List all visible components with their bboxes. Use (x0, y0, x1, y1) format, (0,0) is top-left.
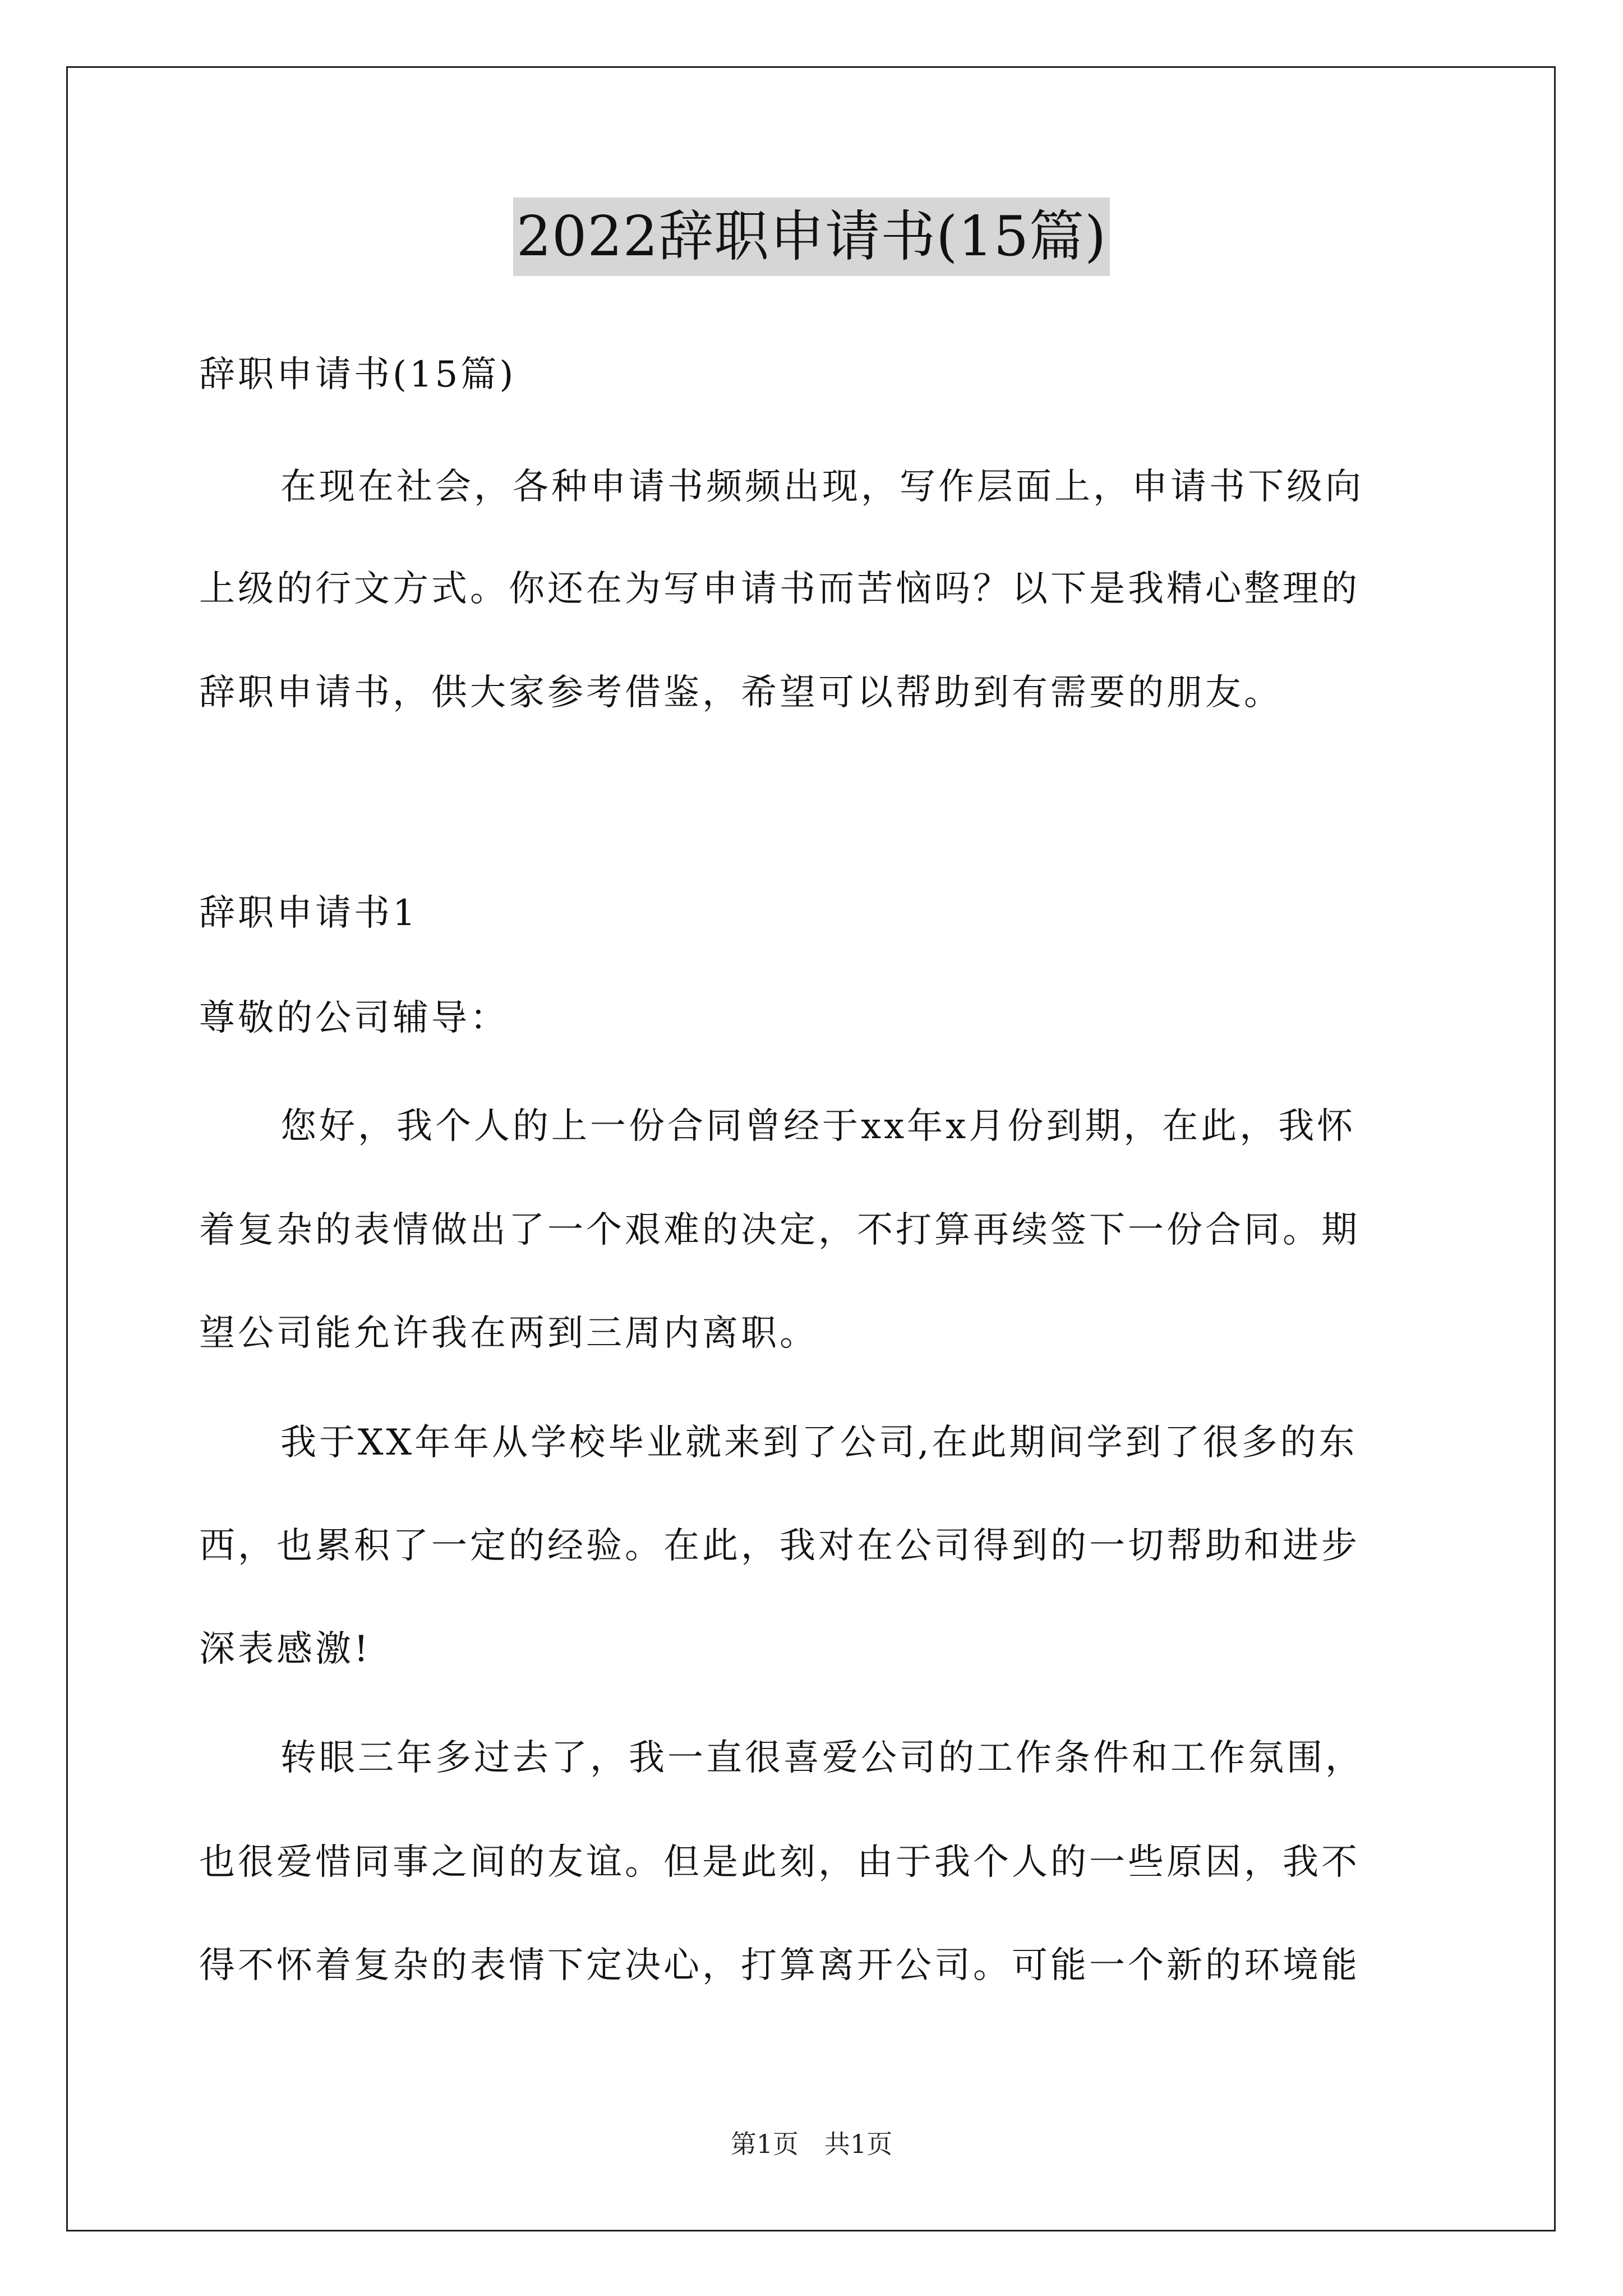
page-number: 第1页 共1页 (730, 2129, 893, 2159)
paragraph1-line-3: 望公司能允许我在两到三周内离职。 (199, 1313, 818, 1354)
intro-line-1: 在现在社会，各种申请书频频出现，写作层面上，申请书下级向 (280, 466, 1364, 508)
paragraph1-line-1: 您好，我个人的上一份合同曾经于xx年x月份到期，在此，我怀 (280, 1106, 1356, 1147)
paragraph2-line-2: 西，也累积了一定的经验。在此，我对在公司得到的一切帮助和进步 (199, 1525, 1360, 1567)
salutation: 尊敬的公司辅导： (199, 997, 509, 1039)
intro-line-2: 上级的行文方式。你还在为写申请书而苦恼吗？以下是我精心整理的 (199, 568, 1360, 610)
title-container (0, 197, 1623, 276)
document-subtitle: 辞职申请书(15篇) (199, 354, 517, 395)
intro-line-3: 辞职申请书，供大家参考借鉴，希望可以帮助到有需要的朋友。 (199, 672, 1283, 714)
document-title: 2022辞职申请书(15篇) (513, 197, 1110, 276)
paragraph3-line-2: 也很爱惜同事之间的友谊。但是此刻，由于我个人的一些原因，我不 (199, 1842, 1360, 1883)
paragraph3-line-1: 转眼三年多过去了，我一直很喜爱公司的工作条件和工作氛围， (280, 1737, 1364, 1779)
paragraph3-line-3: 得不怀着复杂的表情下定决心，打算离开公司。可能一个新的环境能 (199, 1945, 1360, 1986)
section-heading: 辞职申请书1 (199, 892, 418, 934)
paragraph2-line-1: 我于XX年年从学校毕业就来到了公司,在此期间学到了很多的东 (280, 1422, 1358, 1464)
paragraph2-line-3: 深表感激! (199, 1628, 371, 1670)
paragraph1-line-2: 着复杂的表情做出了一个艰难的决定，不打算再续签下一份合同。期 (199, 1209, 1360, 1251)
